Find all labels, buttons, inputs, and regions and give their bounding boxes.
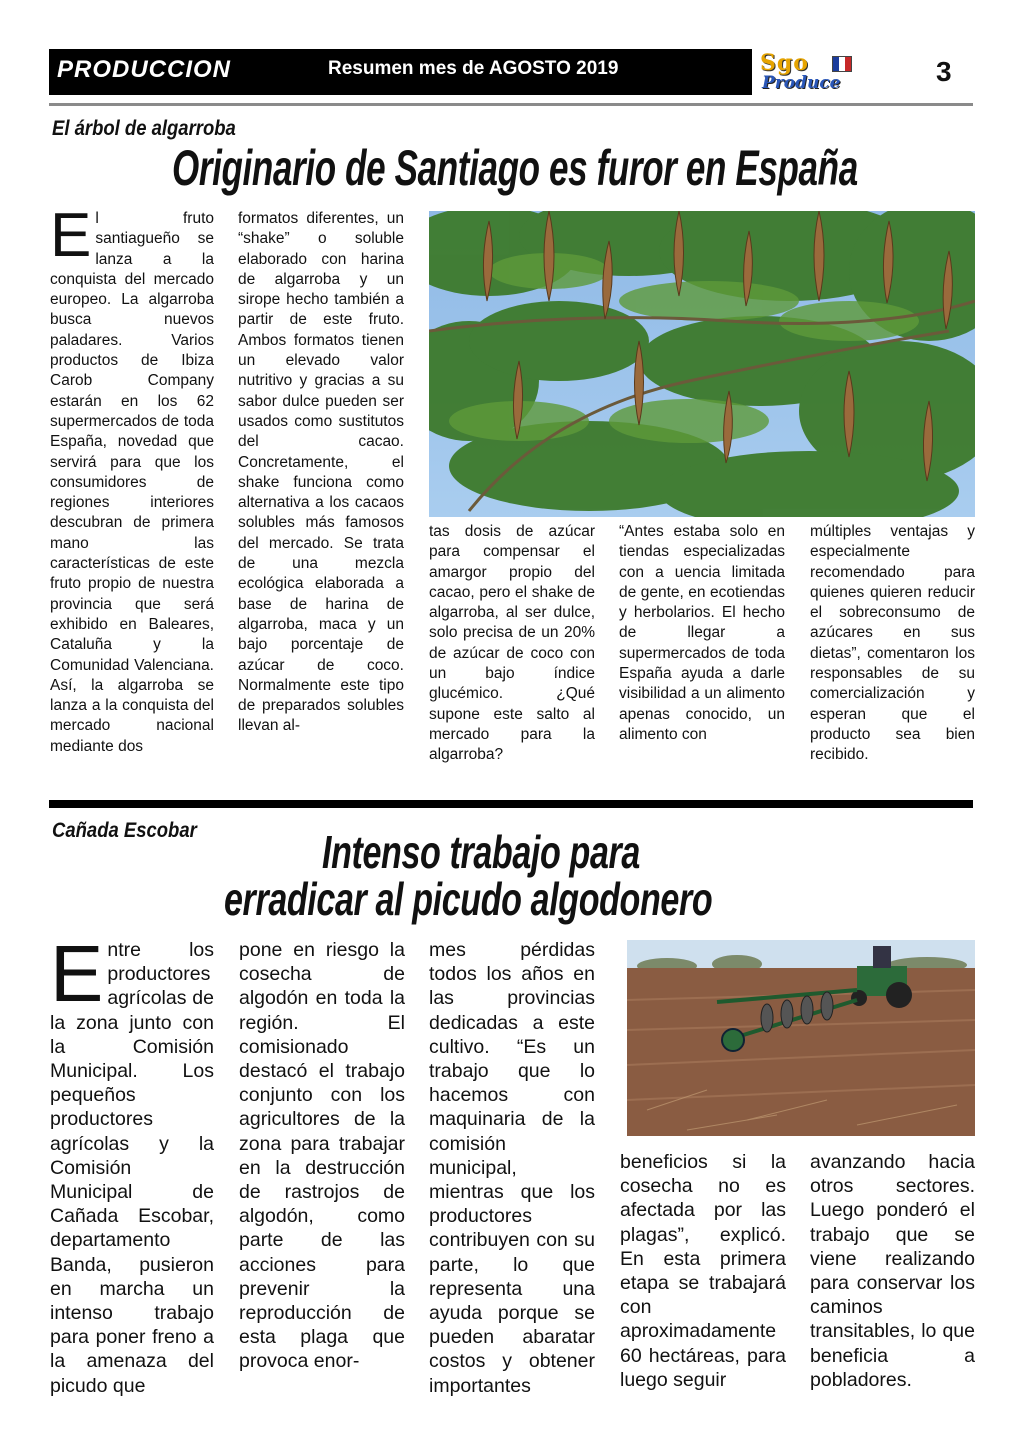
article2-dropcap: E — [50, 929, 104, 1018]
article1-dropcap: E — [50, 201, 92, 270]
article1-column-1 — [50, 201, 214, 757]
article2-column-2: pone en riesgo la cosecha de algodón en toda la región. El comisionado destacó el trabajo conjunto con los agricultores de la zona para trabajar en la destrucción de rastrojos de algodón, como parte de las acciones para prevenir la reproducción de esta plaga que provoca enor- — [239, 939, 405, 1373]
article2-column-1-text: ntre los productores agrícolas de la zona junto con la Comisión Municipal. Los pequeños productores agrícolas y la Comisión Municipal de Cañada Escobar, departamento Banda, pusieron en marcha un intenso trabajo para poner freno a la amenaza del picudo que — [50, 939, 214, 1397]
article1-column-4: “Antes estaba solo en tiendas especializadas con a uencia limitada de gente, en ecotiendas y herbolarios. El hecho de llegar a supermercados de toda España ayuda a darle visibilidad a un alimento apenas conocido, un alimento con — [619, 523, 785, 743]
article2-column-4: beneficios si la cosecha no es afectada por las plagas”, explicó. En esta primera etapa se trabajará con aproximadamente 60 hectáreas, para luego seguir — [620, 1151, 786, 1391]
article1-kicker: El árbol de algarroba — [52, 117, 236, 140]
article2-kicker: Cañada Escobar — [52, 819, 197, 842]
article2-column-5: avanzando hacia otros sectores. Luego ponderó el trabajo que se viene realizando para conservar los caminos transitables, lo que beneficia a pobladores. — [810, 1151, 975, 1391]
article-divider — [49, 800, 973, 808]
tractor-field-photo — [627, 940, 975, 1136]
section-title: PRODUCCION — [57, 56, 232, 83]
sgo-produce-logo — [760, 52, 898, 94]
article1-column-1-text: l fruto santiagueño se lanza a la conquista del mercado europeo. La algarroba busca nuevos paladares. Varios productos de Ibiza Carob Company estarán en los 62 supermercados de toda España, novedad que servirá para que los consumidores de regiones interiores descubran de primera mano las características de este fruto propio de nuestra provincia que será exhibido en Baleares, Cataluña y la Comunidad Valenciana. Así, la algarroba se lanza a la conquista del mercado nacional mediante dos — [50, 210, 214, 755]
article2-column-3: mes pérdidas todos los años en las provincias dedicadas a este cultivo. “Es un trabajo que lo hacemos con maquinaria de la comisión municipal, mientras que los productores contribuyen con su parte, lo que representa una ayuda porque se pueden abaratar costos y obtener importantes — [429, 939, 595, 1397]
issue-date: Resumen mes de AGOSTO 2019 — [328, 58, 619, 79]
article1-headline: Originario de Santiago es furor en España — [172, 140, 858, 196]
page-number: 3 — [936, 56, 952, 87]
logo-text-top: Sgo — [760, 50, 809, 76]
article1-column-3: tas dosis de azúcar para compensar el amargor propio del cacao, pero el shake de algarroba, al ser dulce, solo precisa de un 20% de azúcar de coco con un bajo índice glucémico. ¿Qué supone este salto al mercado para la algarroba? — [429, 523, 595, 764]
article1-column-5: múltiples ventajas y especialmente recomendado para quienes quieren reducir el sobreconsumo de azúcares en sus dietas”, comentaron los responsables de su comercialización y esperan que el producto sea bien recibido. — [810, 523, 975, 764]
header-divider — [49, 103, 973, 106]
article1-column-2: formatos diferentes, un “shake” o soluble elaborado con harina de algarroba y un sirope hecho también a partir de este fruto. Ambos formatos tienen un elevado valor nutritivo y gracias a su sabor dulce pueden ser usados como sustitutos del cacao. Concretamente, el shake funciona como alternativa a los cacaos solubles más famosos del mercado. Se trata de una mezcla ecológica elaborada a base de harina de algarroba, maca y un bajo porcentaje de azúcar de coco. Normalmente este tipo de preparados solubles llevan al- — [238, 210, 404, 735]
article2-column-1 — [50, 929, 214, 1398]
algarroba-tree-photo — [429, 211, 975, 517]
logo-text-bottom: Produce — [762, 73, 841, 93]
article2-headline-line1: Intenso trabajo para — [322, 826, 640, 878]
article2-headline-line2: erradicar al picudo algodonero — [224, 873, 713, 925]
flag-icon — [832, 56, 852, 72]
